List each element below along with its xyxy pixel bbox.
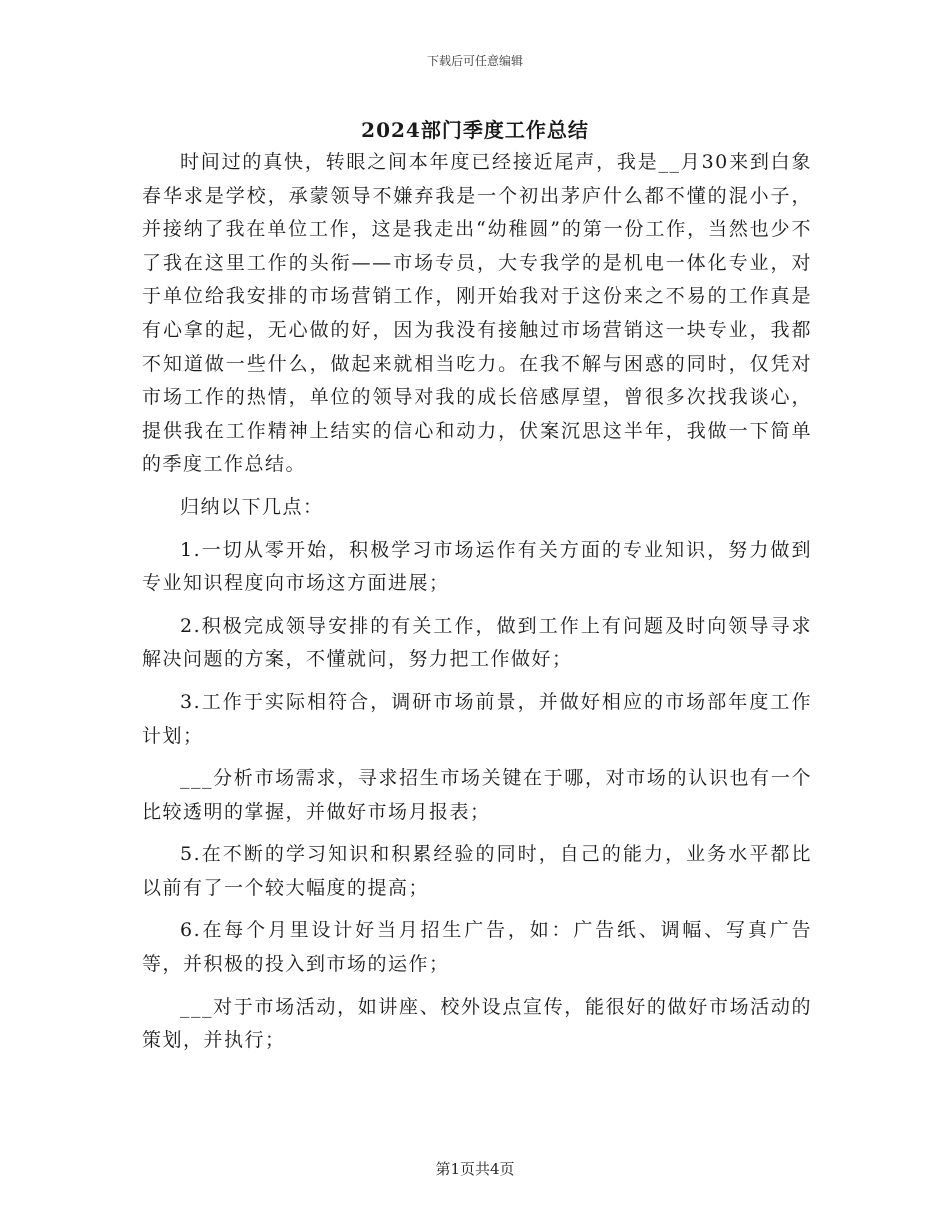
list-item-3: 3.工作于实际相符合，调研市场前景，并做好相应的市场部年度工作计划；	[142, 690, 812, 747]
paragraph-intro: 时间过的真快，转眼之间本年度已经接近尾声，我是__月30来到白象春华求是学校，承蒙领导不嫌弃我是一个初出茅庐什么都不懂的混小子，并接纳了我在单位工作，这是我走出“幼稚圆”的第一份工作，当然也少不了我在这里工作的头衔——市场专员，大专我学的是机电一体化专业，对于单位给我安排的市场营销工作，刚开始我对于这份来之不易的工作真是有心拿的起，无心做的好，因为我没有接触过市场营销这一块专业，我都不知道做一些什么，做起来就相当吃力。在我不解与困惑的同时，仅凭对市场工作的热情，单位的领导对我的成长倍感厚望，曾很多次找我谈心，提供我在工作精神上结实的信心和动力，伏案沉思这半年，我做一下简单的季度工作总结。	[142, 151, 812, 476]
paragraph-summary-lead: 归纳以下几点：	[180, 495, 324, 518]
document-title: 2024部门季度工作总结	[361, 118, 589, 142]
header-note: 下载后可任意编辑	[426, 54, 523, 68]
list-item-6: 6.在每个月里设计好当月招生广告，如：广告纸、调幅、写真广告等，并积极的投入到市场的运作；	[142, 919, 812, 976]
list-item-2: 2.积极完成领导安排的有关工作，做到工作上有问题及时向领导寻求解决问题的方案，不懂就问，努力把工作做好；	[142, 614, 812, 671]
document-body	[142, 146, 812, 1067]
list-item-4: ___分析市场需求，寻求招生市场关键在于哪，对市场的认识也有一个比较透明的掌握，并做好市场月报表；	[142, 767, 812, 823]
list-item-1: 1.一切从零开始，积极学习市场运作有关方面的专业知识，努力做到专业知识程度向市场这方面进展；	[142, 538, 812, 595]
page-number: 第1页共4页	[435, 1160, 515, 1178]
list-item-5: 5.在不断的学习知识和积累经验的同时，自己的能力，业务水平都比以前有了一个较大幅度的提高；	[142, 843, 812, 899]
list-item-7: ___对于市场活动，如讲座、校外设点宣传，能很好的做好市场活动的策划，并执行；	[142, 995, 812, 1052]
